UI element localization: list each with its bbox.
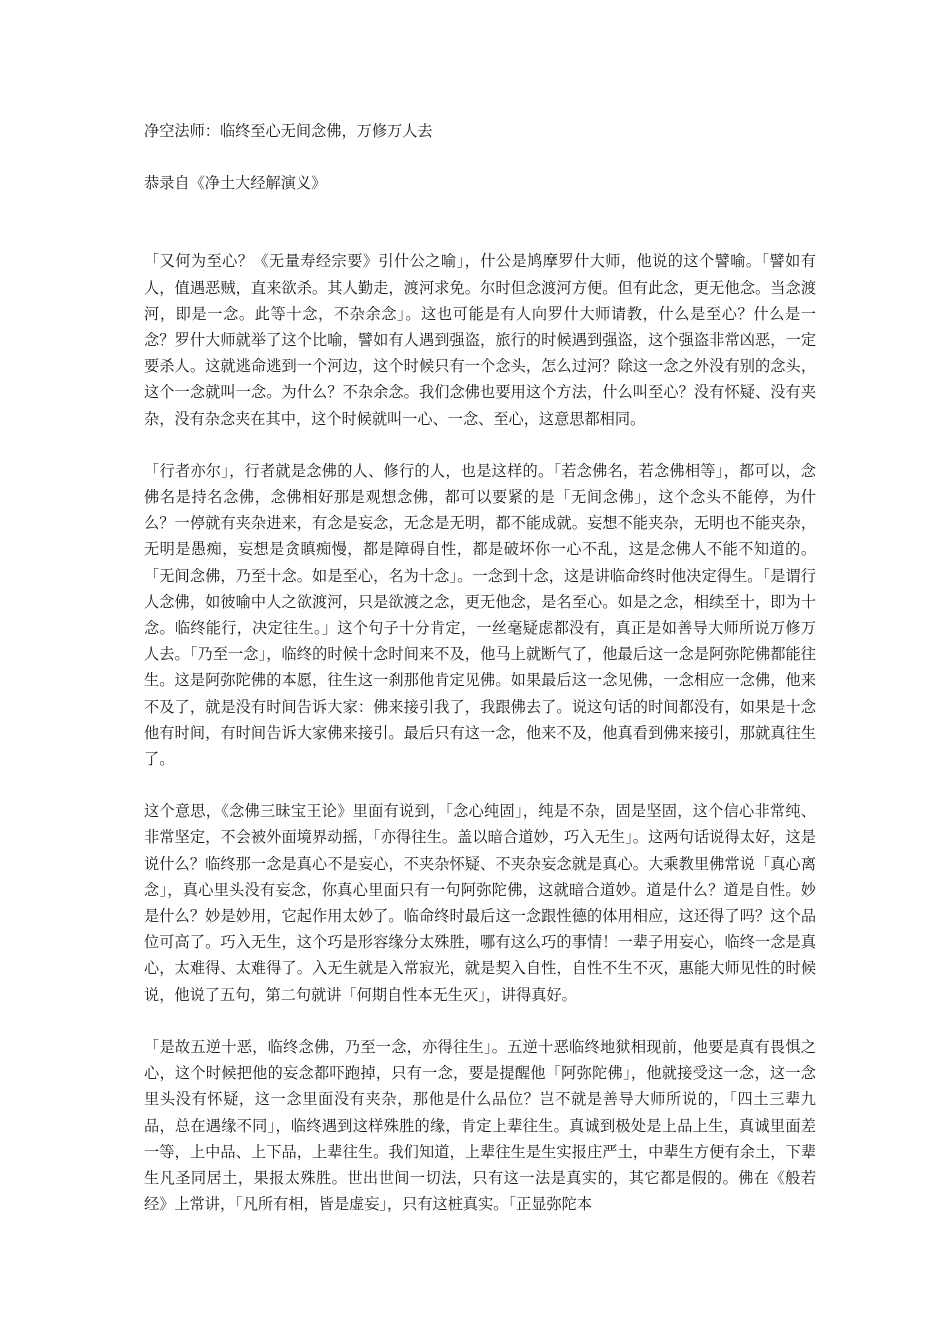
body-paragraph-3: 这个意思，《念佛三昧宝王论》里面有说到，「念心纯固」，纯是不杂，固是坚固，这个信心非常纯、非常坚定，不会被外面境界动摇，「亦得往生。盖以暗合道妙，巧入无生」。这两句话说得太好，这是说什么？临终那一念是真心不是妄心，不夹杂怀疑、不夹杂妄念就是真心。大乘教里佛常说「真心离念」，真心里头没有妄念，你真心里面只有一句阿弥陀佛，这就暗合道妙。道是什么？道是自性。妙是什么？妙是妙用，它起作用太妙了。临命终时最后这一念跟性德的体用相应，这还得了吗？这个品位可高了。巧入无生，这个巧是形容缘分太殊胜，哪有这么巧的事情！一辈子用妄心，临终一念是真心，太难得、太难得了。入无生就是入常寂光，就是契入自性，自性不生不灭，惠能大师见性的时候说，他说了五句，第二句就讲「何期自性本无生灭」，讲得真好。 [144,802,816,1004]
document-source: 恭录自《净土大经解演义》 [144,174,327,193]
document-page [144,118,816,1243]
body-paragraph-2: 「行者亦尔」，行者就是念佛的人、修行的人，也是这样的。「若念佛名，若念佛相等」，都可以，念佛名是持名念佛，念佛相好那是观想念佛，都可以要紧的是「无间念佛」，这个念头不能停，为什么？一停就有夹杂进来，有念是妄念，无念是无明，都不能成就。妄想不能夹杂，无明也不能夹杂，无明是愚痴，妄想是贪瞋痴慢，都是障碍自性，都是破坏你一心不乱，这是念佛人不能不知道的。「无间念佛，乃至十念。如是至心，名为十念」。一念到十念，这是讲临命终时他决定得生。「是谓行人念佛，如彼喻中人之欲渡河，只是欲渡之念，更无他念，是名至心。如是之念，相续至十，即为十念。临终能行，决定往生。」这个句子十分肯定，一丝毫疑虑都没有，真正是如善导大师所说万修万人去。「乃至一念」，临终的时候十念时间来不及，他马上就断气了，他最后这一念是阿弥陀佛都能往生。这是阿弥陀佛的本愿，往生这一刹那他肯定见佛。如果最后这一念见佛，一念相应一念佛，他来不及了，就是没有时间告诉大家：佛来接引我了，我跟佛去了。说这句话的时间都没有，如果是十念他有时间，有时间告诉大家佛来接引。最后只有这一念，他来不及，他真看到佛来接引，那就真往生了。 [144,461,816,769]
body-paragraph-4: 「是故五逆十恶，临终念佛，乃至一念，亦得往生」。五逆十恶临终地狱相现前，他要是真有畏惧之心，这个时候把他的妄念都吓跑掉，只有一念，要是提醒他「阿弥陀佛」，他就接受这一念，这一念里头没有怀疑，这一念里面没有夹杂，那他是什么品位？岂不就是善导大师所说的，「四土三辈九品，总在遇缘不同」，临终遇到这样殊胜的缘，肯定上辈往生。真诚到极处是上品上生，真诚里面差一等，上中品、上下品，上辈往生。我们知道，上辈往生是生实报庄严土，中辈生方便有余土，下辈生凡圣同居土，果报太殊胜。世出世间一切法，只有这一法是真实的，其它都是假的。佛在《般若经》上常讲，「凡所有相，皆是虚妄」，只有这桩真实。「正显弥陀本 [144,1037,816,1214]
document-title: 净空法师：临终至心无间念佛，万修万人去 [144,122,433,140]
body-paragraph-1: 「又何为至心？《无量寿经宗要》引什公之喻」，什公是鸠摩罗什大师，他说的这个譬喻。「譬如有人，值遇恶贼，直来欲杀。其人勤走，渡河求免。尔时但念渡河方便。但有此念，更无他念。当念渡河，即是一念。此等十念，不杂余念」。这也可能是有人向罗什大师请教，什么是至心？什么是一念？罗什大师就举了这个比喻，譬如有人遇到强盗，旅行的时候遇到强盗，这个强盗非常凶恶，一定要杀人。这就逃命逃到一个河边，这个时候只有一个念头，怎么过河？除这一念之外没有别的念头，这个一念就叫一念。为什么？不杂余念。我们念佛也要用这个方法，什么叫至心？没有怀疑、没有夹杂，没有杂念夹在其中，这个时候就叫一心、一念、至心，这意思都相同。 [144,252,816,428]
